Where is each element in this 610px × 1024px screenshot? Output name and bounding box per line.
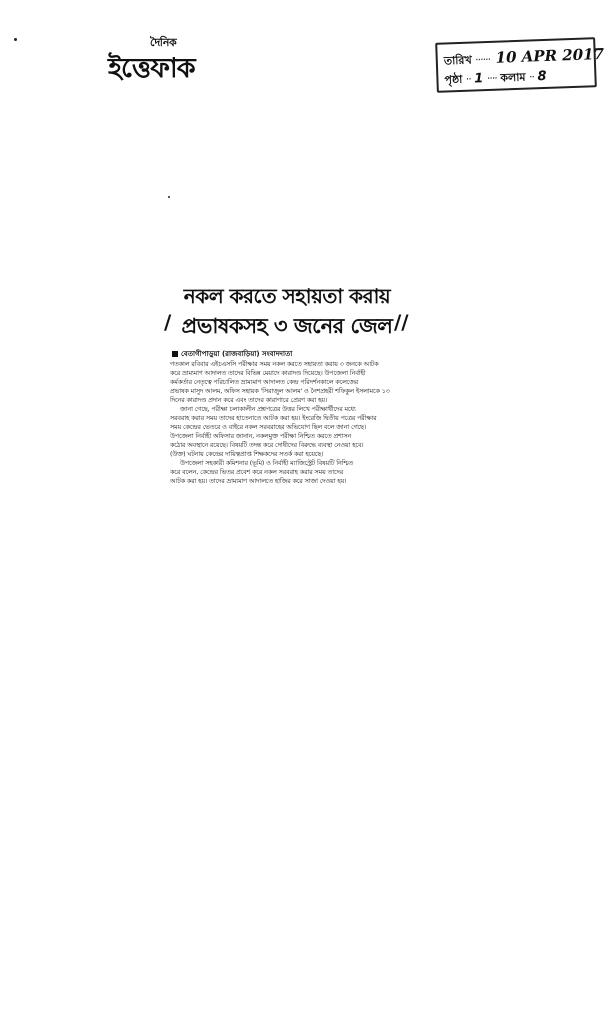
headline-line-2: প্রভাষকসহ ৩ জনের জেল: [181, 313, 393, 338]
stamp-page-row: [444, 66, 589, 90]
stamp-dots: ··: [528, 70, 535, 84]
stamp-dots: ······: [474, 52, 491, 67]
scan-speck: [14, 38, 17, 41]
stamp-dots: ····: [486, 71, 498, 86]
stamp-page-label: পৃষ্ঠা: [444, 72, 463, 87]
headline-quote-mark: //: [394, 310, 409, 334]
article-line: আটক করা হয়। তাদের ভ্রাম্যমাণ আদালতে হাজির করে সাজা দেওয়া হয়।: [170, 478, 347, 485]
stamp-column-label: কলাম: [500, 70, 526, 85]
headline-quote-mark: /: [164, 310, 172, 334]
article-line: গতকাল রবিবার এইচএসসি পরীক্ষার সময় নকল করতে সহায়তা করায় ৩ জনকে আটক: [170, 361, 379, 368]
stamp-dots: ··: [465, 72, 472, 86]
article-line: করে ভ্রাম্যমাণ আদালত তাদের বিভিন্ন মেয়াদে কারাদণ্ড দিয়েছে। উপজেলা নির্বাহী: [170, 370, 366, 377]
archive-date-stamp: [435, 37, 605, 93]
article-line: দিনের কারাদণ্ড প্রদান করে এবং তাদের কারাগারে প্রেরণ করা হয়।: [170, 397, 328, 404]
article-line: কঠোর অবস্থানে রয়েছে। বিষয়টি তদন্ত করে দোষীদের বিরুদ্ধে ব্যবস্থা নেওয়া হবে।: [170, 442, 364, 449]
newspaper-title: ইত্তেফাক: [108, 53, 195, 84]
article-line: (উক্ত) ঘটনায় কেন্দ্রের দায়িত্বপ্রাপ্ত শিক্ষকদের সতর্ক করা হয়েছে।: [170, 451, 324, 458]
article-line: করে বলেন, কেন্দ্রের ভিতর প্রবেশ করে নকল সরবরাহ করার সময় তাদের: [170, 469, 344, 476]
news-clipping: [162, 282, 412, 502]
headline-line-1: নকল করতে সহায়তা করায়: [183, 284, 391, 308]
article-line: জানা গেছে, পরীক্ষা চলাকালীন প্রশ্নপত্রের উত্তর লিখে পরীক্ষার্থীদের মধ্যে: [180, 406, 356, 413]
masthead-prefix: দৈনিক: [150, 36, 177, 49]
article-line: কর্মকর্তার নেতৃত্বে পরিচালিত ভ্রাম্যমাণ আদালত কেন্দ্র পরিদর্শনকালে কলেজের: [170, 379, 359, 386]
dateline-text: বেতাগীপাড়ুয়া (রাজবাড়িয়া) সংবাদদাতা: [181, 350, 293, 358]
article-body: [170, 360, 406, 486]
stamp-column-value: 8: [537, 68, 547, 85]
stamp-page-value: 1: [474, 71, 484, 87]
article-dateline: [172, 348, 292, 360]
stamp-date-label: তারিখ: [443, 53, 472, 68]
stamp-date-value: 10 APR 2017: [495, 44, 605, 67]
article-line: উপজেলা নির্বাহী অফিসার জানান, নকলমুক্ত পরীক্ষা নিশ্চিত করতে প্রশাসন: [170, 433, 352, 440]
dateline-square-icon: [172, 351, 178, 357]
article-line: সময় কেন্দ্রের ভেতরে ও বাইরে নকল সরবরাহের অভিযোগ ছিল বলে জানা গেছে।: [170, 424, 367, 431]
article-line: সরবরাহ করার সময় তাদের হাতেনাতে আটক করা হয়। ইংরেজি দ্বিতীয় পত্রের পরীক্ষার: [170, 415, 377, 422]
newspaper-masthead: [108, 34, 238, 88]
article-line: উপজেলা সহকারী কমিশনার (ভূমি) ও নির্বাহী ম্যাজিস্ট্রেট বিষয়টি নিশ্চিত: [180, 460, 353, 467]
article-line: প্রভাষক মাসুদ আলম, অফিস সহায়ক 'সিরাজুল আলম' ও নৈশপ্রহরী শফিকুল ইসলামকে ১৩: [170, 388, 390, 395]
scan-speck: [168, 196, 170, 198]
